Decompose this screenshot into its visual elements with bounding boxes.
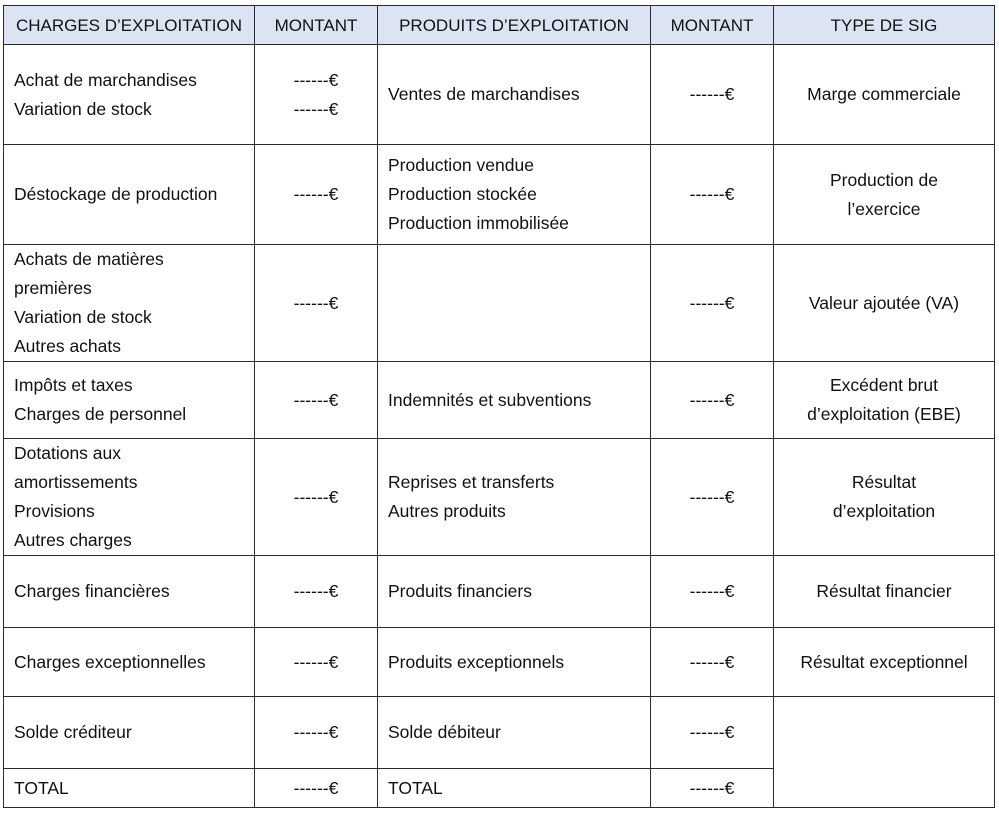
montant-charges-cell [255,45,378,145]
table-row [4,362,995,439]
montant-value: ------€ [293,292,339,313]
montant-charges-cell [255,145,378,245]
produits-cell [378,45,651,145]
produits-line: Produits exceptionnels [388,651,565,672]
sig-line: Excédent brut [830,375,938,395]
montant-produits-cell: ------€ [651,245,774,362]
charges-cell [4,697,255,769]
charges-line: Déstockage de production [14,184,218,204]
montant-value: ------€ [293,651,339,672]
montant-charges-cell [255,628,378,697]
produits-line: Indemnités et subventions [388,389,592,410]
sig-cell [774,628,995,697]
header-montant-charges: MONTANT [255,6,378,45]
charges-cell [4,556,255,628]
produits-line: Ventes de marchandises [388,84,580,104]
table-row [4,697,995,769]
montant-produits-cell: ------€ [651,362,774,439]
montant-produits-cell: ------€ [651,45,774,145]
produits-line: Production stockée [388,184,537,204]
sig-cell [774,439,995,556]
charges-line: Charges financières [14,581,170,601]
produits-line: Produits financiers [388,581,532,601]
sig-line: l’exercice [847,198,921,219]
header-montant-produits: MONTANT [651,6,774,45]
charges-line: Charges exceptionnelles [14,651,206,672]
montant-produits-cell: ------€ [651,628,774,697]
charges-cell [4,628,255,697]
sig-table [3,5,995,808]
charges-line: Achat de marchandises [14,69,197,90]
sig-cell [774,245,995,362]
montant-value: ------€ [293,69,339,90]
sig-cell [774,556,995,628]
produits-cell [378,697,651,769]
montant-charges-cell [255,362,378,439]
charges-line: Variation de stock [14,307,152,327]
table-row [4,628,995,697]
sig-cell [774,45,995,145]
montant-charges-total-cell [255,769,378,808]
montant-value: ------€ [293,722,339,742]
montant-charges-cell [255,697,378,769]
sig-line: Résultat [851,472,917,492]
charges-line: Charges de personnel [14,404,187,424]
charges-cell [4,362,255,439]
header-charges: CHARGES D’EXPLOITATION [4,6,255,45]
produits-line: Reprises et transferts [388,472,555,492]
produits-cell-empty [378,245,651,362]
charges-line: Variation de stock [14,98,152,119]
montant-charges-cell [255,556,378,628]
produits-line: Autres produits [388,501,506,521]
montant-total-value: ------€ [293,777,339,798]
header-type-sig: TYPE DE SIG [774,6,995,45]
header-row [4,6,995,45]
produits-line: Production vendue [388,155,534,175]
sig-cell-empty [774,697,995,808]
montant-value: ------€ [293,184,339,204]
charges-line: Autres charges [14,530,132,550]
table-row [4,556,995,628]
montant-value: ------€ [293,486,339,507]
table-row [4,245,995,362]
produits-line: Solde débiteur [388,722,501,742]
table-row [4,145,995,245]
montant-produits-cell: ------€ [651,556,774,628]
sig-line: Marge commerciale [807,84,961,104]
charges-cell [4,145,255,245]
sig-cell [774,362,995,439]
montant-charges-cell [255,245,378,362]
charges-line: Provisions [14,501,95,521]
produits-line: Production immobilisée [388,213,569,233]
charges-cell [4,245,255,362]
charges-line: Dotations aux [14,443,122,463]
sig-line: Résultat exceptionnel [800,651,968,672]
produits-cell [378,556,651,628]
sig-line: d’exploitation (EBE) [807,404,961,424]
charges-cell [4,439,255,556]
montant-produits-total-cell: ------€ [651,769,774,808]
montant-value: ------€ [293,581,339,601]
sig-line: d’exploitation [832,501,936,521]
charges-line: Autres achats [14,336,121,356]
charges-total-cell [4,769,255,808]
charges-line: premières [14,278,92,298]
produits-total-label: TOTAL [388,777,443,798]
produits-total-cell [378,769,651,808]
produits-cell [378,145,651,245]
produits-cell [378,439,651,556]
montant-charges-cell [255,439,378,556]
montant-value: ------€ [293,98,339,119]
produits-cell [378,362,651,439]
montant-produits-cell: ------€ [651,697,774,769]
montant-produits-cell: ------€ [651,145,774,245]
charges-total-label: TOTAL [14,777,69,798]
sig-cell [774,145,995,245]
sig-line: Résultat financier [816,581,952,601]
sig-line: Valeur ajoutée (VA) [808,292,960,313]
produits-cell [378,628,651,697]
charges-line: Achats de matières [14,249,164,269]
charges-line: Impôts et taxes [14,375,133,395]
charges-cell [4,45,255,145]
table-row [4,439,995,556]
montant-produits-cell: ------€ [651,439,774,556]
charges-line: Solde créditeur [14,722,132,742]
charges-line: amortissements [14,472,138,492]
header-produits: PRODUITS D’EXPLOITATION [378,6,651,45]
table-row [4,45,995,145]
montant-value: ------€ [293,389,339,410]
sig-line: Production de [830,169,938,190]
